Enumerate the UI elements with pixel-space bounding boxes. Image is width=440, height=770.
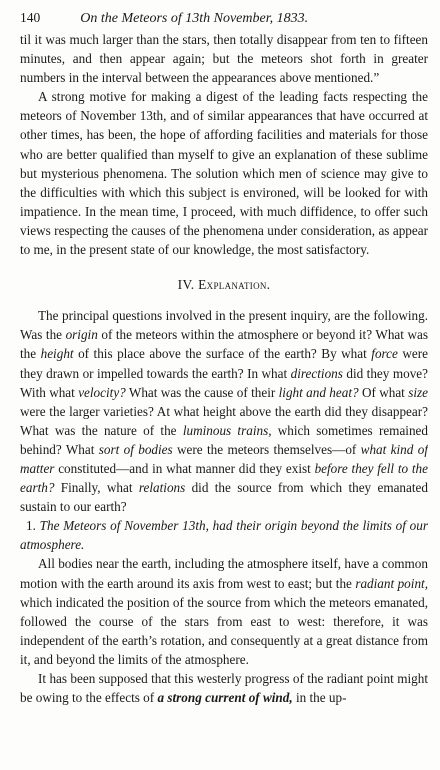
text-run: The principal questions involved in the present inquiry, are the following. Was the: [20, 308, 428, 343]
text-run: were the meteors themselves—of: [172, 441, 361, 457]
emphasis: size: [408, 384, 428, 400]
text-run: What was the cause of their: [125, 384, 279, 400]
emphasis: a strong current of wind,: [157, 690, 293, 706]
emphasis: luminous trains,: [182, 422, 272, 438]
emphasis: origin: [65, 327, 98, 343]
emphasis: height: [40, 346, 74, 362]
emphasis: directions: [290, 365, 343, 381]
section-heading: [20, 275, 428, 294]
paragraph-wind: [20, 669, 428, 707]
text-run: in the up-: [292, 690, 347, 706]
text-run: of the meteors within the atmosphere or beyond it? What was the: [20, 327, 428, 362]
text-run: were they drawn or impelled towards the earth? In what: [20, 346, 428, 381]
running-head: On the Meteors of 13th November, 1833.: [80, 11, 309, 26]
subsection-heading: [20, 516, 428, 554]
emphasis: before they fell to the earth?: [20, 460, 428, 496]
paragraph-continuation: til it was much larger than the stars, then totally disappear from ten to fifteen minutes, and then appear again; but the meteors shot forth in greater numbers in the interval between the appearances above mentioned.”: [20, 32, 428, 86]
text-run: did the source from which they emanated sustain to our earth?: [20, 480, 428, 515]
paragraph-radiant-point: [20, 554, 428, 669]
text-run: were the larger varieties? At what height above the earth did they disappear? What was the nature of the: [20, 403, 428, 438]
paragraph-questions: [20, 306, 428, 516]
emphasis: velocity?: [78, 384, 126, 400]
text-run: Of what: [358, 384, 409, 400]
emphasis: relations: [138, 480, 186, 496]
subsection-number: 1.: [26, 518, 36, 534]
emphasis: light and heat?: [278, 384, 359, 400]
paragraph-motive: A strong motive for making a digest of the leading facts respecting the meteors of November 13th, and of similar appearances that have occurred at other times, has been, the hope of affording facilities and materials for those who are better qualified than myself to give an explanation of these sublime but mysterious phenomena. The solution which men of science may give to the difficulties with which this subject is environed, will be looked for with impatience. In the mean time, I proceed, with much diffidence, to offer such views respecting the causes of the phenomena under consideration, as appear to me, in the present state of our knowledge, the most satisfactory.: [20, 89, 428, 258]
text-run: which indicated the position of the source from which the meteors emanated, followed the course of the stars from east to west: therefore, it was independent of the earth’s rotation, and consequently at a great distance from it, and beyond the limits of the atmosphere.: [20, 594, 428, 667]
section-numeral: IV.: [177, 277, 195, 293]
emphasis: radiant point,: [355, 575, 428, 591]
text-run: It has been supposed that this westerly progress of the radiant point might be owing to the effects of: [20, 671, 428, 706]
page-number: 140: [20, 10, 41, 25]
text-run: constituted—and in what manner did they exist: [54, 460, 315, 476]
book-page: [20, 8, 428, 764]
text-run: of this place above the surface of the earth? By what: [73, 346, 372, 362]
text-run: which sometimes remained behind? What: [20, 422, 428, 457]
emphasis: what kind of matter: [20, 441, 428, 476]
text-run: Finally, what: [54, 480, 139, 496]
emphasis: sort of bodies: [98, 441, 173, 457]
page-header: [20, 8, 428, 30]
text-run: All bodies near the earth, including the atmosphere itself, have a common motion with the earth around its axis from west to east; but the: [20, 556, 428, 591]
text-run: did they move? With what: [20, 365, 428, 400]
emphasis: force: [371, 346, 398, 362]
subsection-title: The Meteors of November 13th, had their origin beyond the limits of our atmosphere.: [20, 518, 428, 553]
section-title: Explanation.: [198, 277, 271, 293]
